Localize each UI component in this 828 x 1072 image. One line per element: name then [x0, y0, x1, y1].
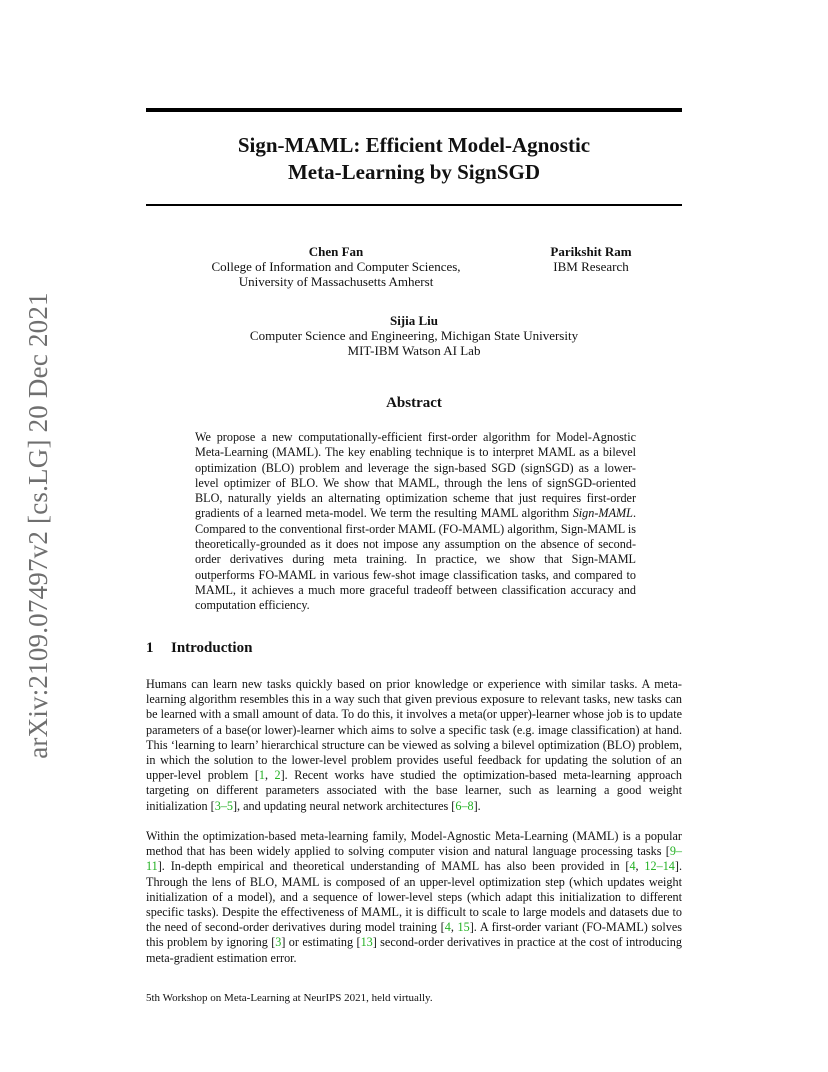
author-affiliation: MIT-IBM Watson AI Lab	[347, 343, 481, 358]
abstract-part: We propose a new computationally-efficient first-order algorithm for Model-Agnostic Meta-Learning (MAML). The key enabling technique is to interpret MAML as a bilevel optimization (BLO) problem and leverage the sign-based SGD (signSGD) as a lower-level optimizer of BLO. We show that MAML, through the lens of signSGD-oriented BLO, naturally yields an alternating optimization scheme that just requires first-order gradients of a learned meta-model. We term the resulting MAML algorithm	[195, 430, 636, 521]
author-name: Sijia Liu	[389, 313, 439, 328]
abstract-heading: Abstract	[386, 395, 442, 411]
citation-link[interactable]: 9–11	[146, 844, 682, 874]
author-block-3	[196, 313, 632, 358]
text-run: ,	[450, 920, 458, 935]
text-run: ]. Recent works have studied the optimization-based meta-learning approach targeting on different parameters associated with the base learner, such as learning a good weight initialization [	[146, 768, 683, 813]
section-heading	[146, 640, 252, 657]
author-name: Chen Fan	[308, 244, 364, 259]
text-run: ]. A first-order variant (FO-MAML) solves this problem by ignoring [	[146, 920, 682, 950]
intro-paragraph-2	[146, 829, 682, 966]
citation-link[interactable]: 15	[457, 920, 470, 935]
text-run: Humans can learn new tasks quickly based on prior knowledge or experience with similar tasks. A meta-learning algorithm resembles this in a way such that given previous exposure to relevant tasks, new tasks can be learned with a small amount of data. To do this, it involves a meta(or upper)-learner whose job is to update parameters of a base(or lower)-learner which aims to solve a specific task (e.g. image classification) at hand. This ‘learning to learn’ hierarchical structure can be viewed as solving a bilevel optimization (BLO) problem, in which the solution to the lower-level problem provides useful feedback for updating the solution of an upper-level problem [	[146, 677, 682, 783]
author-affiliation: College of Information and Computer Sciences,	[211, 259, 461, 274]
citation-link[interactable]: 12–14	[644, 859, 675, 874]
author-block-1	[196, 244, 476, 289]
citation-link[interactable]: 3	[275, 935, 282, 950]
text-run: ]. Through the lens of BLO, MAML is composed of an upper-level optimization step (which updates weight initialization of a model), and a sequence of lower-level steps (which adapt this initialization to different specific tasks). Despite the effectiveness of MAML, it is difficult to scale to large models and datasets due to the need of second-order derivatives during model training [	[146, 859, 682, 935]
citation-link[interactable]: 13	[360, 935, 373, 950]
text-run: ] or estimating [	[281, 935, 361, 950]
text-run: Within the optimization-based meta-learning family, Model-Agnostic Meta-Learning (MAML) is a popular method that has been widely applied to solving computer vision and natural language processing tasks [	[146, 829, 682, 859]
footnote: 5th Workshop on Meta-Learning at NeurIPS 2021, held virtually.	[146, 992, 433, 1004]
text-run: ].	[473, 798, 481, 813]
abstract-emphasis: Sign-MAML	[572, 506, 633, 521]
text-run: ]. In-depth empirical and theoretical understanding of MAML has also been provided in [	[157, 859, 630, 874]
author-affiliation: University of Massachusetts Amherst	[238, 274, 434, 289]
citation-link[interactable]: 4	[629, 859, 636, 874]
abstract-part: . Compared to the conventional first-order MAML (FO-MAML) algorithm, Sign-MAML is theoretically-grounded as it does not impose any assumption on the absence of second-order derivatives during meta training. In practice, we show that Sign-MAML outperforms FO-MAML in various few-shot image classification tasks, and compared to MAML, it achieves a much more graceful tradeoff between classification accuracy and computation efficiency.	[195, 506, 636, 613]
paper-title-line1: Sign-MAML: Efficient Model-Agnostic	[237, 133, 591, 157]
text-run: ] second-order derivatives in practice at the cost of introducing meta-gradient estimation error.	[146, 935, 682, 965]
paper-title-line2: Meta-Learning by SignSGD	[287, 160, 541, 184]
section-title: Introduction	[171, 640, 253, 656]
text-run: ,	[635, 859, 645, 874]
text-run: ,	[264, 768, 275, 783]
author-affiliation: IBM Research	[553, 259, 629, 274]
paper-title	[146, 132, 682, 186]
arxiv-stamp-text: arXiv:2109.07497v2 [cs.LG] 20 Dec 2021	[22, 291, 53, 759]
text-run: ], and updating neural network architectures [	[233, 798, 456, 813]
arxiv-stamp	[18, 290, 58, 760]
citation-link[interactable]: 1	[258, 768, 265, 783]
intro-paragraph-1	[146, 677, 682, 814]
title-rule-top	[146, 108, 682, 112]
citation-link[interactable]: 3–5	[214, 798, 233, 813]
author-block-2	[516, 244, 666, 274]
title-rule-bottom	[146, 204, 682, 206]
section-number: 1	[146, 640, 154, 656]
citation-link[interactable]: 6–8	[455, 798, 474, 813]
author-affiliation: Computer Science and Engineering, Michigan State University	[249, 328, 579, 343]
author-name: Parikshit Ram	[550, 244, 632, 259]
citation-link[interactable]: 4	[444, 920, 451, 935]
abstract-text	[195, 430, 636, 614]
citation-link[interactable]: 2	[274, 768, 281, 783]
